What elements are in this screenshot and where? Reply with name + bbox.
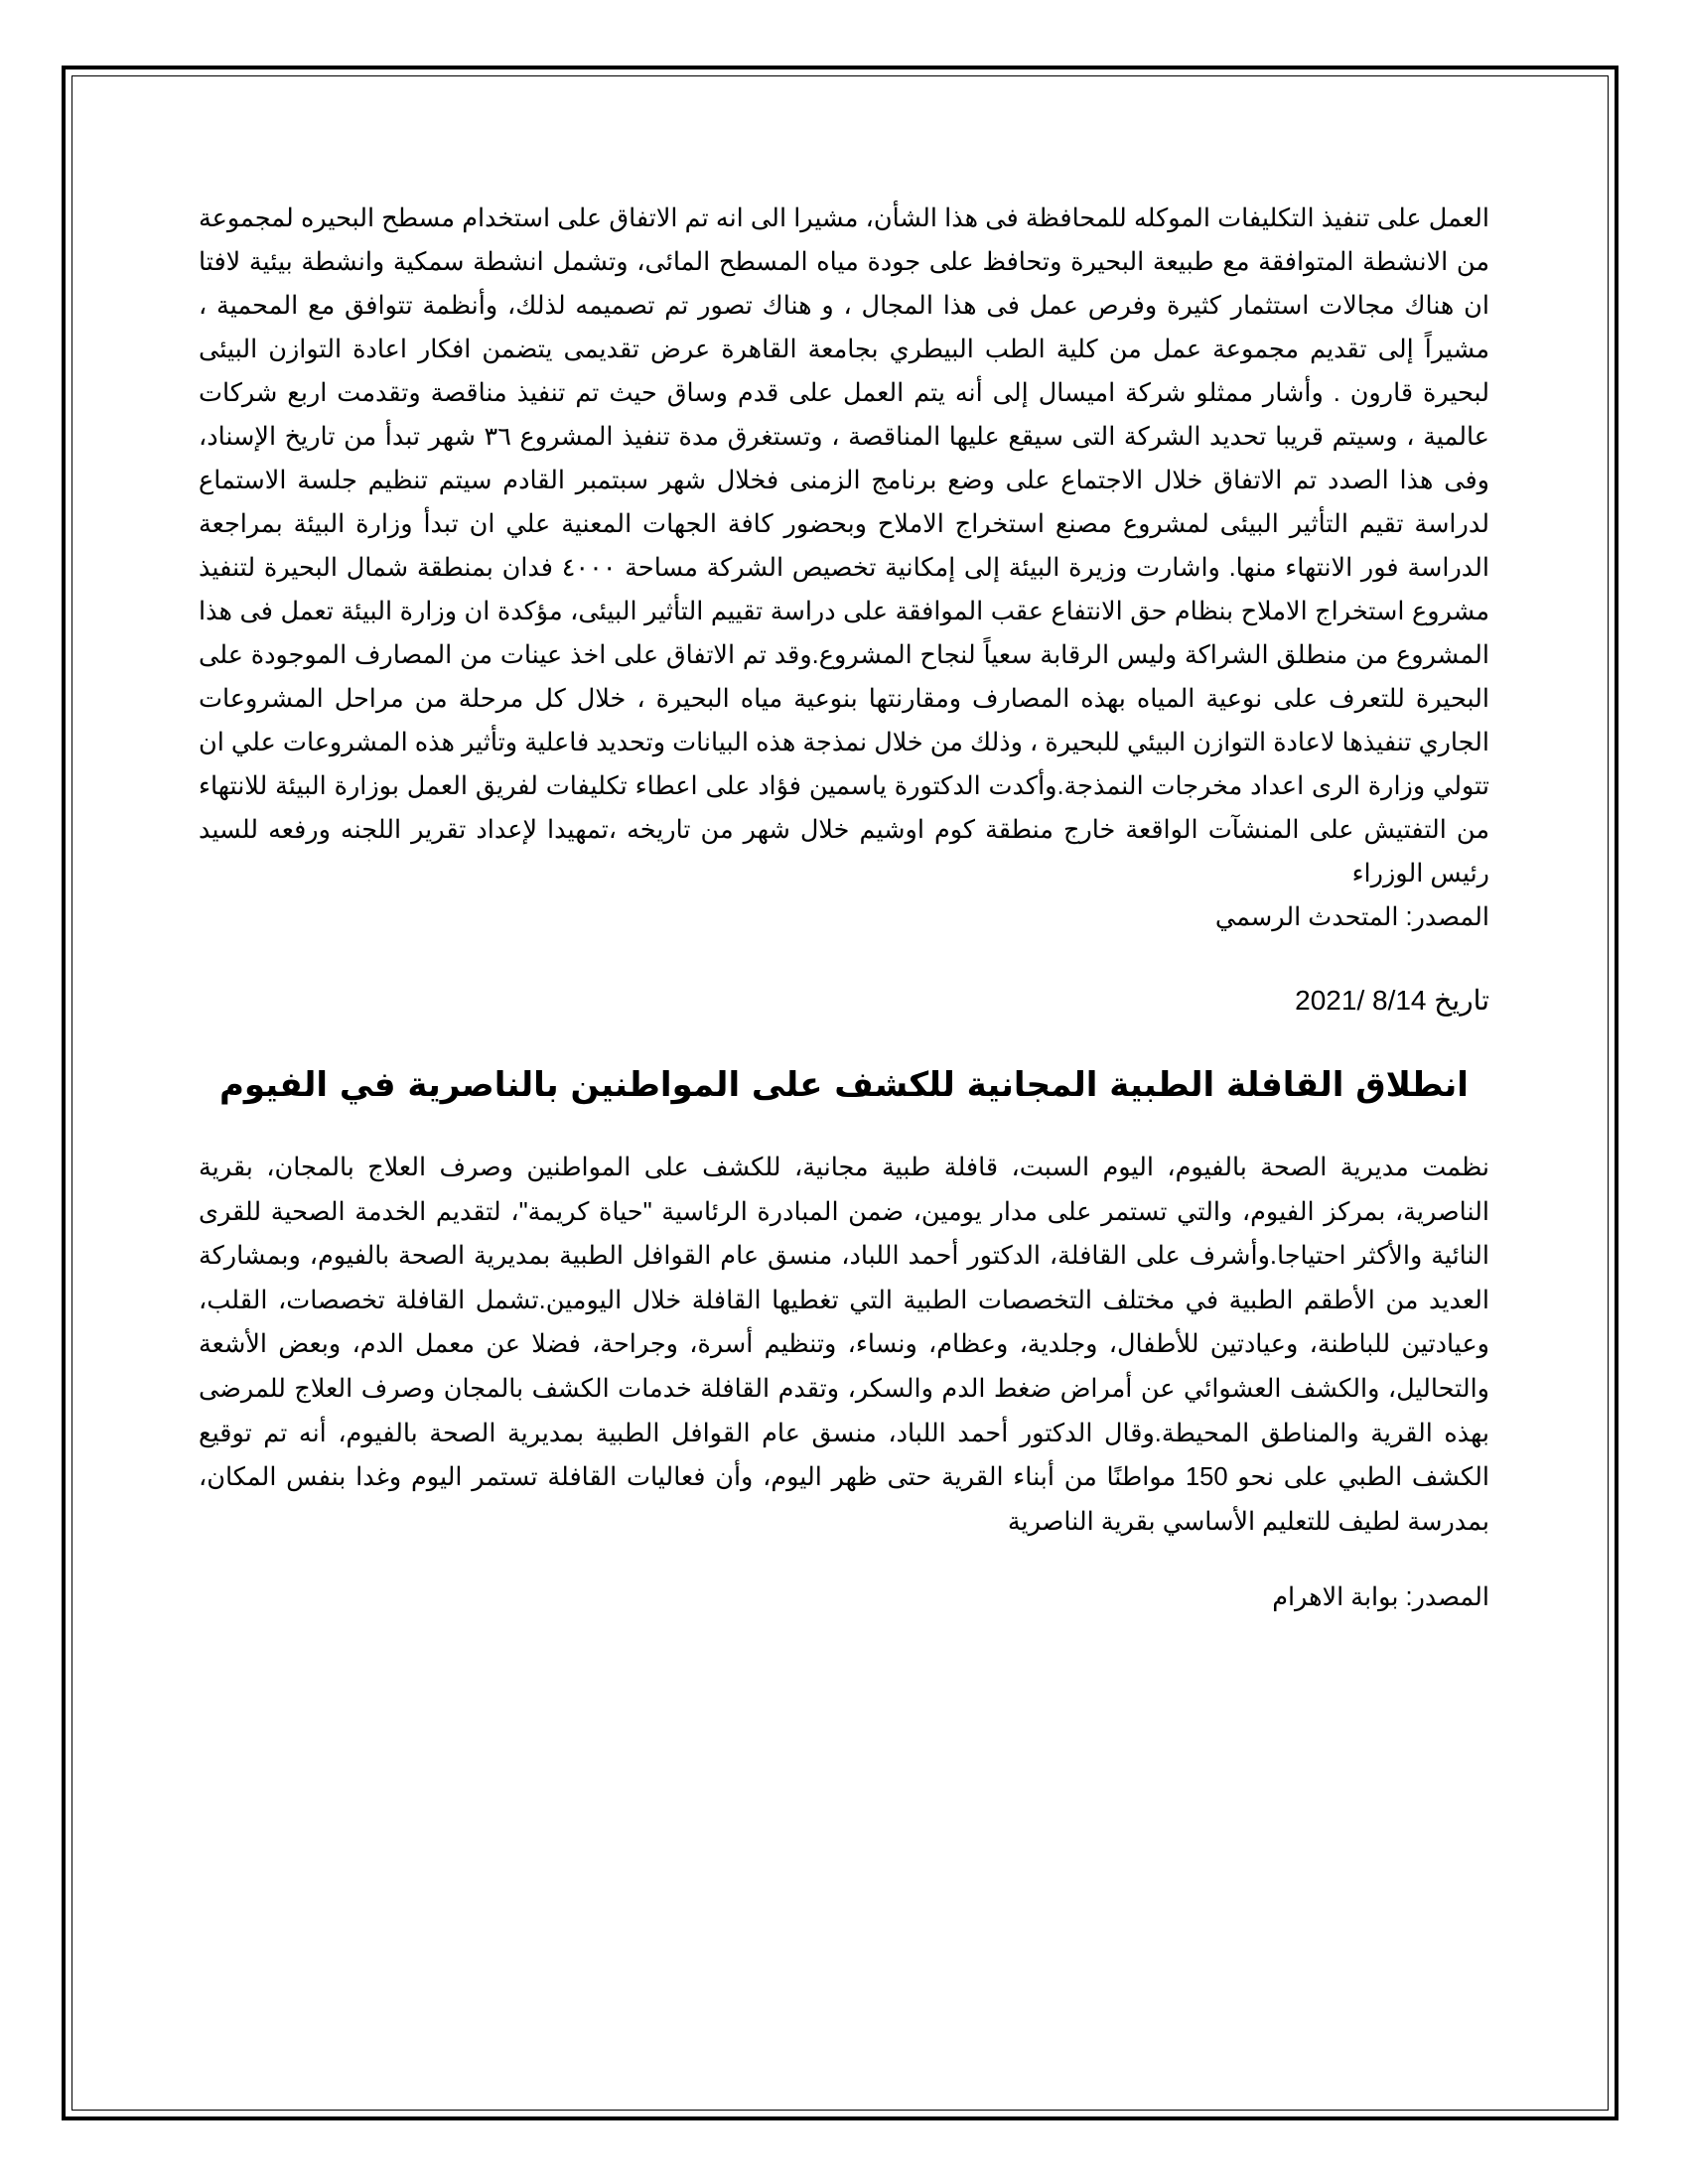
article2-source: المصدر: بوابة الاهرام: [1272, 1583, 1489, 1612]
article2-body: نظمت مديرية الصحة بالفيوم، اليوم السبت، قافلة طبية مجانية، للكشف على المواطنين وصرف العلاج بالمجان، بقرية الناصرية، بمركز الفيوم، والتي تستمر على مدار يومين، ضمن المبادرة الرئاسية "حياة كريمة"، لتقديم الخدمة الصحية للقرى النائية والأكثر احتياجا.وأشرف على القافلة، الدكتور أحمد اللباد، منسق عام القوافل الطبية بمديرية الصحة بالفيوم، وبمشاركة العديد من الأطقم الطبية في مختلف التخصصات الطبية التي تغطيها القافلة خلال اليومين.تشمل القافلة تخصصات، القلب، وعيادتين للباطنة، وعيادتين للأطفال، وجلدية، وعظام، ونساء، وتنظيم أسرة، وجراحة، فضلا عن معمل الدم، وبعض الأشعة والتحاليل، والكشف العشوائي عن أمراض ضغط الدم والسكر، وتقدم القافلة خدمات الكشف بالمجان وصرف العلاج للمرضى بهذه القرية والمناطق المحيطة.وقال الدكتور أحمد اللباد، منسق عام القوافل الطبية بمديرية الصحة بالفيوم، أنه تم توقيع الكشف الطبي على نحو 150 مواطنًا من أبناء القرية حتى ظهر اليوم، وأن فعاليات القافلة تستمر اليوم وغدا بنفس المكان، بمدرسة لطيف للتعليم الأساسي بقرية الناصرية: [199, 1154, 1490, 1536]
date-line: [199, 979, 1489, 1023]
document-content: [199, 197, 1489, 1619]
article1-body: العمل على تنفيذ التكليفات الموكله للمحافظة فى هذا الشأن، مشيرا الى انه تم الاتفاق على استخدام مسطح البحيره لمجموعة من الانشطة المتوافقة مع طبيعة البحيرة وتحافظ على جودة مياه المسطح المائى، وتشمل انشطة سمكية وانشطة بيئية لافتا ان هناك مجالات استثمار كثيرة وفرص عمل فى هذا المجال ، و هناك تصور تم تصميمه لذلك، وأنظمة تتوافق مع المحمية ، مشيراً إلى تقديم مجموعة عمل من كلية الطب البيطري بجامعة القاهرة عرض تقديمى يتضمن افكار اعادة التوازن البيئى لبحيرة قارون . وأشار ممثلو شركة اميسال إلى أنه يتم العمل على قدم وساق حيث تم تنفيذ مناقصة وتقدمت اربع شركات عالمية ، وسيتم قريبا تحديد الشركة التى سيقع عليها المناقصة ، وتستغرق مدة تنفيذ المشروع ٣٦ شهر تبدأ من تاريخ الإسناد، وفى هذا الصدد تم الاتفاق خلال الاجتماع على وضع برنامج الزمنى فخلال شهر سبتمبر القادم سيتم تنظيم جلسة الاستماع لدراسة تقيم التأثير البيئى لمشروع مصنع استخراج الاملاح وبحضور كافة الجهات المعنية علي ان تبدأ وزارة البيئة بمراجعة الدراسة فور الانتهاء منها. واشارت وزيرة البيئة إلى إمكانية تخصيص الشركة مساحة ٤٠٠٠ فدان بمنطقة شمال البحيرة لتنفيذ مشروع استخراج الاملاح بنظام حق الانتفاع عقب الموافقة على دراسة تقييم التأثير البيئى، مؤكدة ان وزارة البيئة تعمل فى هذا المشروع من منطلق الشراكة وليس الرقابة سعياً لنجاح المشروع.وقد تم الاتفاق على اخذ عينات من المصارف الموجودة على البحيرة للتعرف على نوعية المياه بهذه المصارف ومقارنتها بنوعية مياه البحيرة ، خلال كل مرحلة من مراحل المشروعات الجاري تنفيذها لاعادة التوازن البيئي للبحيرة ، وذلك من خلال نمذجة هذه البيانات وتحديد فاعلية وتأثير هذه المشروعات علي ان تتولي وزارة الرى اعداد مخرجات النمذجة.وأكدت الدكتورة ياسمين فؤاد على اعطاء تكليفات لفريق العمل بوزارة البيئة للانتهاء من التفتيش على المنشآت الواقعة خارج منطقة كوم اوشيم خلال شهر من تاريخه ،تمهيدا لإعداد تقرير اللجنه ورفعه للسيد رئيس الوزراء: [199, 205, 1489, 887]
date-value: 2021/ 8/14: [1295, 985, 1427, 1016]
article2-headline: انطلاق القافلة الطبية المجانية للكشف على المواطنين بالناصرية في الفيوم: [219, 1065, 1469, 1105]
article1-source: المصدر: المتحدث الرسمي: [1214, 903, 1489, 931]
date-label: تاريخ: [1434, 985, 1489, 1016]
